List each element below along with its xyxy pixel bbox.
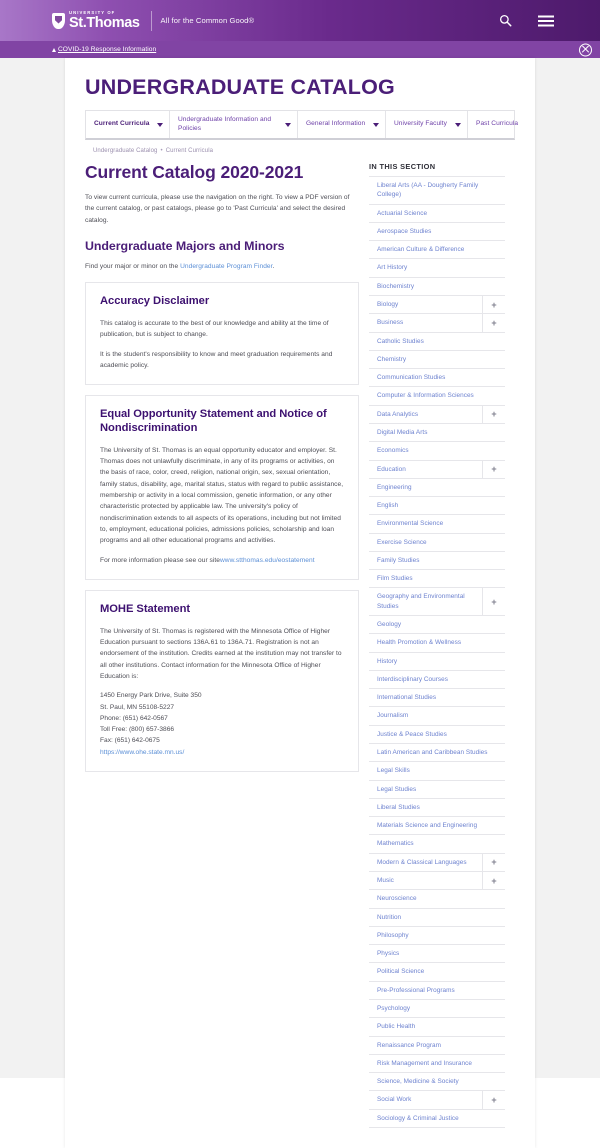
hamburger-menu-icon[interactable] [538, 15, 554, 27]
sidebar-item-label: English [377, 502, 399, 510]
sidebar-item[interactable] [369, 817, 505, 835]
mohe-p1: The University of St. Thomas is registered with the Minnesota Office of Higher Education pursuant to sections 136A.61 to 136A.71. Registration is not an endorsement of the institution. Credits earned at the institution may not transfer to all other institutions. Contact information for the Minnesota Office of Higher Education is: [100, 627, 342, 680]
in-this-section-sidebar [369, 162, 505, 1128]
nav-item-label: Undergraduate Information and Policies [178, 115, 272, 132]
sidebar-item[interactable] [369, 1018, 505, 1036]
sidebar-item-label: Art History [377, 264, 408, 272]
address-line: Phone: (651) 642-0567 [100, 714, 168, 722]
sidebar-item[interactable] [369, 205, 505, 223]
sidebar-item[interactable] [369, 552, 505, 570]
sidebar-item[interactable] [369, 570, 505, 588]
sidebar-item[interactable] [369, 278, 505, 296]
chevron-down-icon[interactable] [157, 123, 163, 127]
sidebar-item-label: Legal Studies [377, 785, 417, 793]
nav-item-university-faculty[interactable] [386, 111, 468, 138]
content-sheet [65, 58, 535, 1148]
eo-statement-link[interactable]: www.stthomas.edu/eostatement [219, 556, 315, 564]
equal-opportunity-card [85, 395, 359, 580]
sidebar-item-label: Justice & Peace Studies [377, 730, 447, 738]
sidebar-item-label: Psychology [377, 1004, 411, 1012]
catalog-nav [85, 110, 519, 140]
sidebar-item-label: Social Work [369, 1091, 483, 1108]
sidebar-item[interactable] [369, 1091, 505, 1109]
sidebar-item[interactable] [369, 744, 505, 762]
sidebar-item[interactable] [369, 1037, 505, 1055]
sidebar-item-label: Film Studies [377, 575, 413, 583]
sidebar-item[interactable] [369, 177, 505, 205]
shield-icon [52, 13, 65, 29]
sidebar-item-label: Biology [369, 296, 483, 313]
address-line: Toll Free: (800) 657-3866 [100, 726, 175, 734]
majors-paragraph [85, 261, 359, 272]
sidebar-item-label: Data Analytics [369, 406, 483, 423]
sidebar-list [369, 176, 505, 1128]
expand-plus-icon[interactable]: + [491, 317, 497, 328]
sidebar-item-label: Neuroscience [377, 895, 417, 903]
accuracy-disclaimer-p2: It is the student's responsibility to know and meet graduation requirements and academic policy. [100, 350, 333, 369]
sidebar-item-label: Pre-Professional Programs [377, 986, 455, 994]
sidebar-item-label: Engineering [377, 483, 412, 491]
sidebar-title: IN THIS SECTION [369, 162, 436, 171]
sidebar-item-label: Sociology & Criminal Justice [377, 1114, 459, 1122]
sidebar-item-label: Environmental Science [377, 520, 444, 528]
sidebar-item[interactable] [369, 534, 505, 552]
sidebar-item-label: International Studies [377, 694, 437, 702]
sidebar-item-label: Health Promotion & Wellness [377, 639, 462, 647]
sidebar-item-label: Geology [377, 621, 402, 629]
sidebar-item[interactable] [369, 872, 505, 890]
sidebar-item[interactable] [369, 387, 505, 405]
sidebar-item[interactable] [369, 781, 505, 799]
expand-plus-icon[interactable]: + [491, 464, 497, 475]
sidebar-item-label: Computer & Information Sciences [377, 392, 474, 400]
nav-item-label: University Faculty [394, 120, 447, 128]
logo-tagline: All for the Common Good® [160, 16, 255, 25]
sidebar-item[interactable] [369, 259, 505, 277]
sidebar-item-label: Liberal Arts (AA - Dougherty Family College) [377, 182, 479, 199]
sidebar-item[interactable] [369, 406, 505, 424]
program-finder-link[interactable]: Undergraduate Program Finder [180, 262, 273, 270]
main-column [85, 162, 359, 772]
sidebar-item[interactable] [369, 461, 505, 479]
sidebar-item-label: Education [369, 461, 483, 478]
search-icon[interactable] [499, 14, 512, 27]
sidebar-item[interactable] [369, 835, 505, 853]
sidebar-item[interactable] [369, 854, 505, 872]
sidebar-item-label: Political Science [377, 968, 425, 976]
sidebar-item[interactable] [369, 1000, 505, 1018]
sidebar-item[interactable] [369, 241, 505, 259]
sidebar-item[interactable] [369, 762, 505, 780]
eo-text-before: For more information please see our site [100, 556, 220, 564]
logo-supertext: UNIVERSITY OF [69, 9, 116, 15]
nav-item-label: Current Curricula [94, 120, 150, 128]
covid-alert-link[interactable] [52, 46, 156, 53]
warning-triangle-icon [52, 48, 56, 52]
sidebar-item-label: Actuarial Science [377, 209, 428, 217]
mohe-statement-card [85, 590, 359, 772]
sidebar-item-label: Aerospace Studies [377, 227, 432, 235]
nav-item-current-curricula[interactable] [86, 111, 170, 138]
mohe-heading: MOHE Statement [100, 602, 191, 615]
expand-plus-icon[interactable]: + [491, 875, 497, 886]
sidebar-item-label: Exercise Science [377, 538, 427, 546]
sidebar-item-label: Philosophy [377, 931, 409, 939]
logo-name: St.Thomas [69, 14, 140, 31]
sidebar-item-label: Physics [377, 950, 400, 958]
sidebar-item[interactable] [369, 351, 505, 369]
accuracy-disclaimer-p1: This catalog is accurate to the best of our knowledge and ability at the time of publication, but is subject to change. [100, 319, 329, 339]
chevron-down-icon[interactable] [455, 123, 461, 127]
address-line: 1450 Energy Park Drive, Suite 350 [100, 692, 202, 700]
sidebar-item-label: Materials Science and Engineering [377, 822, 478, 830]
sidebar-item-label: Mathematics [377, 840, 414, 848]
sidebar-item[interactable] [369, 424, 505, 442]
sidebar-item[interactable] [369, 497, 505, 515]
sidebar-item-label: History [377, 657, 398, 665]
sidebar-item[interactable] [369, 963, 505, 981]
sidebar-item-label: Catholic Studies [377, 337, 424, 345]
sidebar-item[interactable] [369, 799, 505, 817]
expand-plus-icon[interactable]: + [491, 596, 497, 607]
sidebar-item[interactable] [369, 689, 505, 707]
sidebar-item[interactable] [369, 945, 505, 963]
sidebar-item-label: Risk Management and Insurance [377, 1059, 472, 1067]
header-actions [499, 14, 554, 27]
mohe-address [100, 690, 344, 758]
nav-item-general-information[interactable] [298, 111, 386, 138]
covid-alert-label: COVID-19 Response Information [58, 46, 157, 53]
equal-opportunity-heading: Equal Opportunity Statement and Notice of Nondiscrimination [100, 408, 327, 434]
address-line: Fax: (651) 642-0675 [100, 737, 160, 745]
sidebar-item-label: American Culture & Difference [377, 246, 465, 254]
sidebar-item-label: Journalism [377, 712, 409, 720]
majors-heading: Undergraduate Majors and Minors [85, 238, 285, 253]
sidebar-item-label: Communication Studies [377, 374, 446, 382]
sidebar-item[interactable] [369, 442, 505, 460]
sidebar-item-label: Modern & Classical Languages [369, 854, 483, 871]
sidebar-item[interactable] [369, 671, 505, 689]
site-logo[interactable] [52, 0, 254, 41]
sidebar-item[interactable] [369, 1110, 505, 1128]
sidebar-item-label: Family Studies [377, 556, 420, 564]
accuracy-disclaimer-heading: Accuracy Disclaimer [100, 295, 210, 308]
sidebar-item-label: Liberal Studies [377, 803, 420, 811]
page-title: Current Catalog 2020-2021 [85, 162, 304, 182]
expand-plus-icon[interactable]: + [491, 1094, 497, 1105]
logo-divider [151, 11, 152, 31]
sidebar-item[interactable] [369, 1055, 505, 1073]
breadcrumb [93, 148, 515, 154]
site-header [0, 0, 600, 41]
sidebar-item-label: Geography and Environmental Studies [369, 588, 483, 615]
sidebar-item-label: Public Health [377, 1023, 416, 1031]
sidebar-item-label: Biochemistry [377, 282, 415, 290]
expand-plus-icon[interactable]: + [491, 857, 497, 868]
sidebar-item-label: Legal Skills [377, 767, 410, 775]
sidebar-item-label: Renaissance Program [377, 1041, 441, 1049]
sidebar-item-label: Chemistry [377, 355, 407, 363]
nav-item-undergraduate-information-and-policies[interactable] [170, 111, 298, 138]
mohe-website-link[interactable]: https://www.ohe.state.mn.us/ [100, 748, 185, 756]
equal-opportunity-p2 [100, 555, 344, 566]
catalog-title: UNDERGRADUATE CATALOG [85, 75, 395, 99]
sidebar-item[interactable] [369, 296, 505, 314]
chevron-down-icon[interactable] [285, 123, 291, 127]
equal-opportunity-p1: The University of St. Thomas is an equal opportunity educator and employer. St. Thomas does not unlawfully discriminate, in any of its programs or activities, on the basis of race, color, creed, religion, national origin, sex, sexual orientation, family status, disability, age, marital status, status with regard to public assistance, membership or activity in a local commission, genetic information, or any other characteristic protected by applicable law. The university's policy of nondiscrimination extends to all aspects of its operations, including but not limited to, employment, educational policies, admissions policies, scholarship and loan programs and all other educational programs and activities. [100, 446, 344, 545]
sidebar-item-label: Music [369, 872, 483, 889]
sidebar-item[interactable] [369, 653, 505, 671]
expand-plus-icon[interactable]: + [491, 299, 497, 310]
accuracy-disclaimer-card [85, 282, 359, 385]
breadcrumb-current: Current Curricula [165, 148, 214, 154]
nav-item-label: General Information [306, 120, 366, 128]
covid-alert-banner [0, 41, 600, 58]
breadcrumb-separator: • [160, 148, 163, 154]
sidebar-item[interactable] [369, 707, 505, 725]
sidebar-item-label: Digital Media Arts [377, 428, 428, 436]
close-circle-icon[interactable] [579, 43, 592, 56]
sidebar-item[interactable] [369, 1073, 505, 1091]
sidebar-item[interactable] [369, 909, 505, 927]
sidebar-item[interactable] [369, 588, 505, 616]
sidebar-item[interactable] [369, 515, 505, 533]
breadcrumb-root[interactable]: Undergraduate Catalog [93, 148, 158, 154]
expand-plus-icon[interactable]: + [491, 409, 497, 420]
sidebar-item[interactable] [369, 982, 505, 1000]
sidebar-item-label: Interdisciplinary Courses [377, 675, 448, 683]
sidebar-item-label: Science, Medicine & Society [377, 1078, 459, 1086]
sidebar-item[interactable] [369, 369, 505, 387]
sidebar-item[interactable] [369, 927, 505, 945]
majors-text-before: Find your major or minor on the [85, 262, 181, 270]
majors-text-after: . [272, 262, 275, 270]
sidebar-item-label: Business [369, 314, 483, 331]
sidebar-item[interactable] [369, 726, 505, 744]
sidebar-item[interactable] [369, 333, 505, 351]
sidebar-item-label: Latin American and Caribbean Studies [377, 749, 488, 756]
chevron-down-icon[interactable] [373, 123, 379, 127]
sidebar-item[interactable] [369, 634, 505, 652]
intro-paragraph: To view current curricula, please use the navigation on the right. To view a PDF version of the current catalog, or past catalogs, please go to 'Past Curricula' and select the desired catalog. [85, 194, 350, 224]
nav-item-label: Past Curricula [476, 120, 519, 128]
address-line: St. Paul, MN 55108-5227 [100, 703, 175, 711]
sidebar-item[interactable] [369, 890, 505, 908]
sidebar-item[interactable] [369, 314, 505, 332]
sidebar-item-label: Economics [377, 447, 409, 455]
sidebar-item[interactable] [369, 616, 505, 634]
page-body [85, 162, 515, 1128]
sidebar-item[interactable] [369, 223, 505, 241]
sidebar-item[interactable] [369, 479, 505, 497]
nav-item-past-curricula[interactable] [468, 111, 530, 138]
sidebar-item-label: Nutrition [377, 913, 402, 921]
